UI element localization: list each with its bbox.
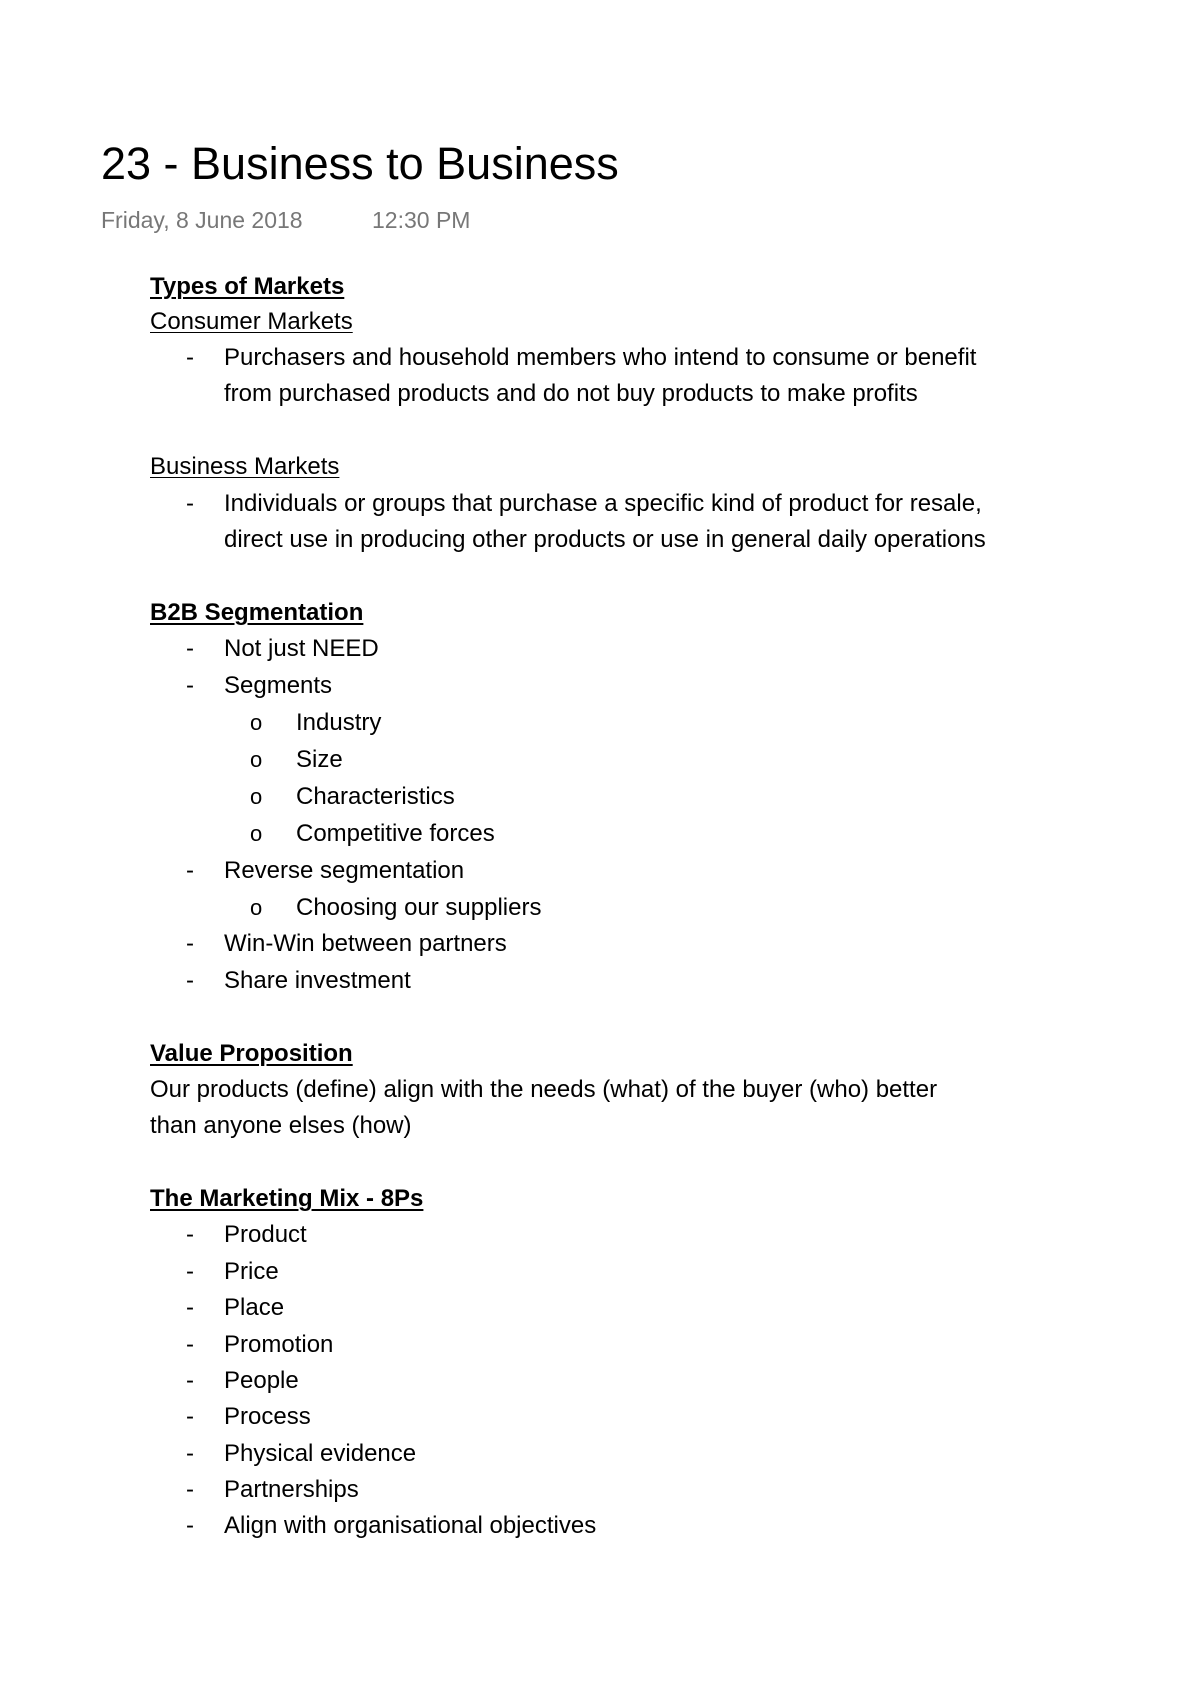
list-item: Partnerships [224,1476,359,1503]
bullet-dash: - [186,967,194,994]
list-item: Promotion [224,1331,334,1358]
list-item: Align with organisational objectives [224,1512,597,1539]
bullet-dash: - [186,1476,194,1503]
sub-list-item: Size [296,746,343,773]
sub-list-item: Industry [296,709,382,736]
bullet-circle: o [250,895,263,920]
bullet-circle: o [250,747,263,772]
list-item: Place [224,1294,285,1321]
bullet-dash: - [186,1367,194,1394]
list-item: Not just NEED [224,635,379,662]
list-item: Process [224,1403,311,1430]
business-line-2: direct use in producing other products or use in general daily operations [224,526,986,553]
bullet-dash: - [186,857,194,884]
bullet-dash: - [186,1331,194,1358]
sub-list-item: Competitive forces [296,820,495,847]
bullet-dash: - [186,1440,194,1467]
list-item: Win-Win between partners [224,930,507,957]
list-item: Share investment [224,967,411,994]
note-time: 12:30 PM [372,207,471,233]
bullet-dash: - [186,930,194,957]
value-line-1: Our products (define) align with the needs (what) of the buyer (who) better [150,1076,938,1103]
bullet-dash: - [186,344,194,371]
bullet-dash: - [186,1403,194,1430]
subheading-business-markets: Business Markets [150,453,340,480]
heading-value-proposition: Value Proposition [150,1040,353,1067]
list-item: Price [224,1258,279,1285]
heading-types-of-markets: Types of Markets [150,273,345,300]
bullet-dash: - [186,1294,194,1321]
business-line-1: Individuals or groups that purchase a specific kind of product for resale, [224,490,982,517]
bullet-dash: - [186,672,194,699]
list-item: Product [224,1221,307,1248]
sub-list-item: Choosing our suppliers [296,894,542,921]
heading-b2b-segmentation: B2B Segmentation [150,599,364,626]
bullet-dash: - [186,1221,194,1248]
note-meta [101,205,471,235]
bullet-dash: - [186,1512,194,1539]
list-item: Reverse segmentation [224,857,465,884]
consumer-line-1: Purchasers and household members who intend to consume or benefit [224,344,977,371]
page-title: 23 - Business to Business [101,138,619,189]
bullet-dash: - [186,1258,194,1285]
list-item: Physical evidence [224,1440,417,1467]
value-line-2: than anyone elses (how) [150,1112,412,1139]
list-item: Segments [224,672,333,699]
bullet-circle: o [250,710,263,735]
note-date: Friday, 8 June 2018 [101,207,303,233]
heading-marketing-mix: The Marketing Mix - 8Ps [150,1185,424,1212]
bullet-circle: o [250,784,263,809]
sub-list-item: Characteristics [296,783,455,810]
list-item: People [224,1367,299,1394]
bullet-dash: - [186,635,194,662]
subheading-consumer-markets: Consumer Markets [150,308,353,335]
consumer-line-2: from purchased products and do not buy products to make profits [224,380,918,407]
bullet-dash: - [186,490,194,517]
bullet-circle: o [250,821,263,846]
